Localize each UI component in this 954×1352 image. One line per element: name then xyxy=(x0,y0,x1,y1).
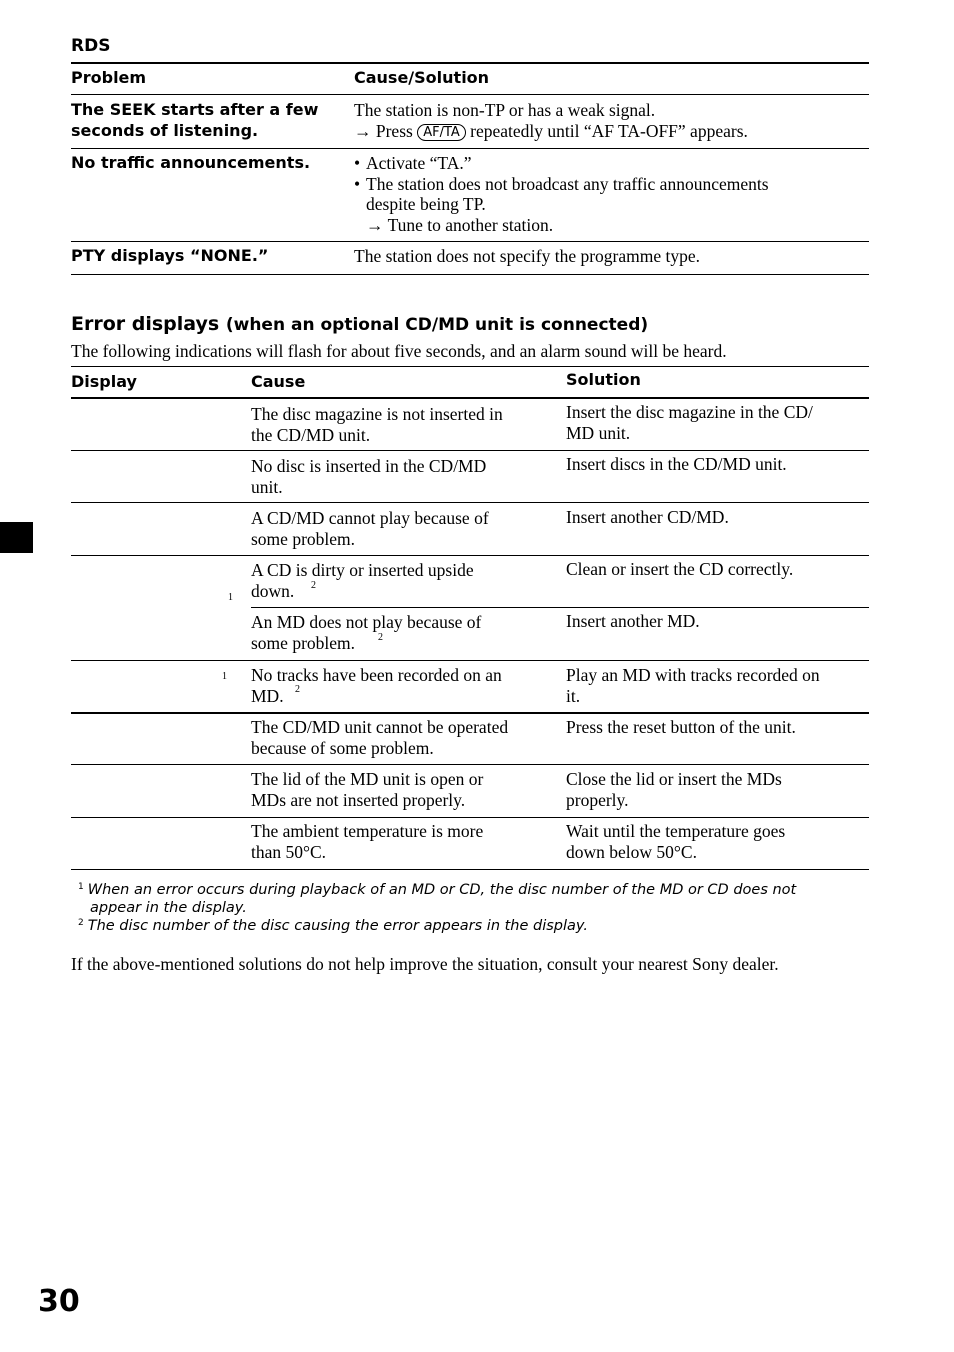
cause-line: The station is non-TP or has a weak signal. xyxy=(354,100,656,120)
cause-text: some problem. xyxy=(251,632,356,653)
error-row-rule xyxy=(71,555,869,556)
error-solution xyxy=(566,665,820,706)
error-row-rule xyxy=(71,764,869,765)
rds-section-title: RDS xyxy=(71,36,111,56)
cause-line xyxy=(251,581,474,602)
footnote-mark: 2 xyxy=(78,918,84,928)
cause-line: The lid of the MD unit is open or xyxy=(251,769,484,789)
cause-line xyxy=(251,633,481,654)
solution-line: Insert another MD. xyxy=(566,611,700,631)
cause-line: No disc is inserted in the CD/MD xyxy=(251,456,487,476)
footnote-text: appear in the display. xyxy=(90,900,247,916)
cause-line: The CD/MD unit cannot be operated xyxy=(251,717,509,737)
cause-footnote-mark: 2 xyxy=(378,632,383,643)
error-row-rule xyxy=(71,450,869,451)
error-cause xyxy=(251,404,503,445)
error-cause xyxy=(251,665,502,706)
solution-line: MD unit. xyxy=(566,422,631,443)
bullet-text: Activate “TA.” xyxy=(366,153,472,173)
error-cause xyxy=(251,717,508,758)
display-footnote-mark: 1 xyxy=(222,671,227,682)
section-tab-marker xyxy=(0,522,33,553)
solution-line: Insert another CD/MD. xyxy=(566,507,729,527)
closing-paragraph: If the above-mentioned solutions do not help improve the situation, consult your nearest Sony dealer. xyxy=(71,954,779,974)
rds-row-rule xyxy=(71,241,869,242)
error-solution xyxy=(566,454,787,475)
solution-line: Wait until the temperature goes xyxy=(566,821,786,841)
footnote-text: The disc number of the disc causing the error appears in the display. xyxy=(87,918,588,934)
error-cause xyxy=(251,769,483,810)
problem-line: seconds of listening. xyxy=(71,121,259,140)
af-ta-button-icon: AF/TA xyxy=(417,124,466,141)
footnote-2 xyxy=(78,914,588,935)
rds-problem-seek xyxy=(71,99,318,141)
cause-line: An MD does not play because of xyxy=(251,612,482,632)
cause-text: down. xyxy=(251,580,295,601)
cause-line: A CD is dirty or inserted upside xyxy=(251,560,474,580)
bullet-text xyxy=(354,215,769,236)
error-row-rule xyxy=(71,502,869,503)
error-cause xyxy=(251,456,486,497)
solution-line: properly. xyxy=(566,789,629,810)
bullet-icon: • xyxy=(354,173,361,194)
error-title-main: Error displays xyxy=(71,313,220,335)
rds-cause-pty: The station does not specify the programme type. xyxy=(354,246,701,266)
bullet-text: despite being TP. xyxy=(366,194,486,214)
error-solution xyxy=(566,559,793,580)
error-row-rule xyxy=(71,817,869,818)
error-displays-title xyxy=(71,313,648,335)
error-cause xyxy=(251,821,483,862)
arrow-icon: → xyxy=(354,120,372,141)
error-cause xyxy=(251,612,481,653)
rds-problem-pty: PTY displays “NONE.” xyxy=(71,246,269,265)
error-cause xyxy=(251,560,474,601)
solution-line: Insert the disc magazine in the CD/ xyxy=(566,402,813,422)
error-solution xyxy=(566,611,700,632)
error-row-rule xyxy=(71,712,869,714)
cause-line: No tracks have been recorded on an xyxy=(251,665,502,685)
solution-line: Insert discs in the CD/MD unit. xyxy=(566,454,787,474)
error-table-bottom-rule xyxy=(71,869,869,870)
error-subrow-rule xyxy=(251,607,869,608)
cause-line: The ambient temperature is more xyxy=(251,821,484,841)
solution-line: Clean or insert the CD correctly. xyxy=(566,559,794,579)
error-header-rule xyxy=(71,397,869,399)
error-solution xyxy=(566,507,729,528)
cause-footnote-mark: 2 xyxy=(311,580,316,591)
cause-text: MD. xyxy=(251,685,284,706)
cause-footnote-mark: 2 xyxy=(295,684,300,695)
rds-row-rule xyxy=(71,148,869,149)
rds-table-top-rule xyxy=(71,62,869,64)
cause-line: The disc magazine is not inserted in xyxy=(251,404,503,424)
error-col-solution: Solution xyxy=(566,370,641,389)
solution-line: Play an MD with tracks recorded on xyxy=(566,665,820,685)
bullet-icon: • xyxy=(354,153,361,173)
bullet-text: The station does not broadcast any traffic announcements xyxy=(366,173,769,194)
footnote-mark: 1 xyxy=(78,882,84,892)
error-solution xyxy=(566,769,782,810)
rds-cause-seek xyxy=(354,100,748,141)
cause-line: MDs are not inserted properly. xyxy=(251,789,466,810)
error-col-cause: Cause xyxy=(251,372,306,391)
cause-text: Tune to another station. xyxy=(387,214,554,235)
solution-line: it. xyxy=(566,685,581,706)
rds-col-cause-solution: Cause/Solution xyxy=(354,68,490,87)
bullet-item xyxy=(354,153,769,174)
solution-line: Press the reset button of the unit. xyxy=(566,717,796,737)
page-number: 30 xyxy=(38,1284,80,1319)
error-intro-text: The following indications will flash for about five seconds, and an alarm sound will be heard. xyxy=(71,341,727,361)
cause-line xyxy=(354,121,748,142)
cause-line xyxy=(251,686,502,707)
press-text: Press xyxy=(375,120,413,141)
error-title-sub: (when an optional CD/MD unit is connected) xyxy=(225,315,649,335)
rds-table-bottom-rule xyxy=(71,274,869,275)
cause-line: than 50°C. xyxy=(251,841,327,862)
arrow-icon: → xyxy=(366,214,384,235)
error-cause xyxy=(251,508,489,549)
cause-text: repeatedly until “AF TA-OFF” appears. xyxy=(470,120,748,141)
cause-line: the CD/MD unit. xyxy=(251,424,371,445)
solution-line: down below 50°C. xyxy=(566,841,697,862)
error-table-top-rule xyxy=(71,366,869,367)
cause-line: unit. xyxy=(251,476,283,497)
error-solution xyxy=(566,717,796,738)
cause-line: some problem. xyxy=(251,528,356,549)
error-col-display: Display xyxy=(71,372,137,391)
bullet-item xyxy=(354,174,769,195)
cause-line: A CD/MD cannot play because of xyxy=(251,508,489,528)
error-solution xyxy=(566,402,813,443)
cause-line: because of some problem. xyxy=(251,737,434,758)
footnote-1 xyxy=(78,878,796,917)
error-row-rule xyxy=(71,660,869,661)
rds-cause-traffic xyxy=(354,153,769,235)
problem-line: The SEEK starts after a few xyxy=(71,100,319,119)
footnote-line xyxy=(78,878,796,899)
rds-problem-traffic: No traffic announcements. xyxy=(71,153,311,172)
display-footnote-mark: 1 xyxy=(228,592,233,603)
rds-col-problem: Problem xyxy=(71,68,147,87)
error-solution xyxy=(566,821,785,862)
footnote-text: When an error occurs during playback of an MD or CD, the disc number of the MD or CD does not xyxy=(87,882,797,898)
rds-header-rule xyxy=(71,94,869,95)
solution-line: Close the lid or insert the MDs xyxy=(566,769,782,789)
